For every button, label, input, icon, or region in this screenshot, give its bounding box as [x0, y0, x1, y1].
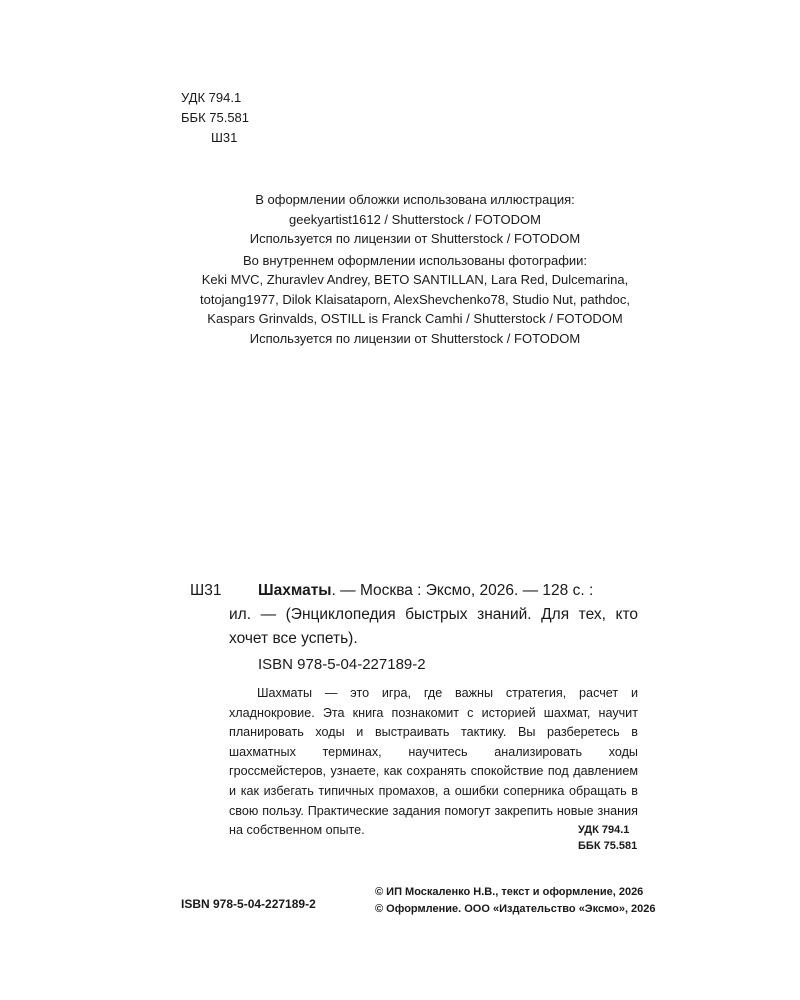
udk-code: УДК 794.1: [578, 824, 630, 836]
author-mark: Ш31: [211, 130, 238, 145]
annotation: Шахматы — это игра, где важны стратегия, расчет и хладнокровие. Эта книга познакомит с историей шахмат, научит планировать ходы и выстраивать тактику. Вы разберетесь в шахматных терминах, научитесь анализировать ходы гроссмейстеров, узнаете, как сохранять спокойствие под давлением и как избегать типичных промахов, а ошибки соперника обращать в свою пользу. Практические задания помогут закрепить новые знания на собственном опыте.: [229, 686, 638, 838]
copyright-line: © Оформление. ООО «Издательство «Эксмо», 2026: [375, 903, 656, 915]
isbn: ISBN 978-5-04-227189-2: [258, 656, 426, 673]
bibliographic-code: Ш31: [190, 582, 222, 599]
copyright-line: © ИП Москаленко Н.В., текст и оформление, 2026: [375, 886, 644, 898]
image-credits: [170, 190, 660, 348]
interior-credit-line: totojang1977, Dilok Klaisataporn, AlexShevchenko78, Studio Nut, pathdoc,: [199, 291, 630, 307]
cover-credit-license: Используется по лицензии от Shutterstock / FOTODOM: [249, 231, 581, 246]
bbk-code: ББК 75.581: [578, 840, 638, 852]
copyright-notice: [375, 884, 656, 918]
bibliographic-record: [258, 579, 638, 603]
book-title: Шахматы: [258, 582, 332, 599]
interior-credit-heading: Во внутреннем оформлении использованы фотографии:: [242, 252, 588, 268]
cover-credit-source: geekyartist1612 / Shutterstock / FOTODOM: [289, 211, 541, 227]
interior-credit-license: Используется по лицензии от Shutterstock / FOTODOM: [249, 330, 581, 346]
udk-code: УДК 794.1: [181, 90, 242, 105]
bbk-code: ББК 75.581: [181, 110, 250, 125]
cover-credit-heading: В оформлении обложки использована иллюстрация:: [255, 192, 575, 207]
top-classification: [181, 88, 249, 148]
series-statement: ил. — (Энциклопедия быстрых знаний. Для тех, кто хочет все успеть).: [229, 606, 638, 647]
bottom-classification: [578, 822, 637, 854]
imprint: . — Москва : Эксмо, 2026. — 128 с. :: [331, 582, 594, 599]
footer-isbn: ISBN 978-5-04-227189-2: [181, 897, 316, 911]
interior-credit-line: Keki MVC, Zhuravlev Andrey, BETO SANTILLAN, Lara Red, Dulcemarina,: [201, 272, 629, 287]
interior-credit-line: Kaspars Grinvalds, OSTILL is Franck Camhi / Shutterstock / FOTODOM: [207, 311, 623, 326]
